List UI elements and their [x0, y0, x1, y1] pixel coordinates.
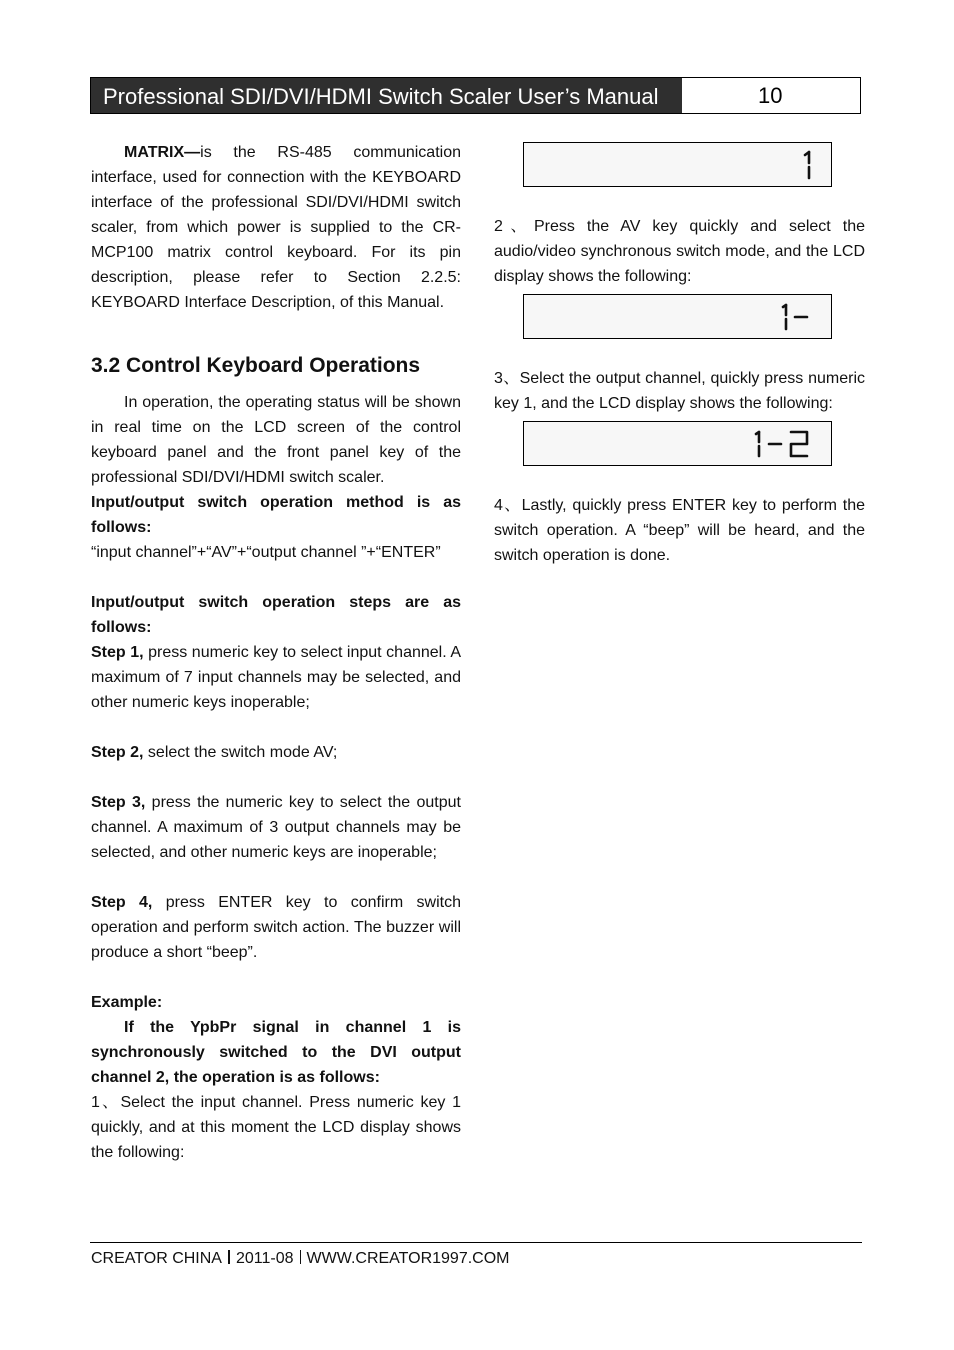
- lcd-display-2: [523, 294, 832, 339]
- right-step-2: 2、Press the AV key quickly and select the audio/video synchronous switch mode, and the LCD display shows the following:: [494, 218, 865, 285]
- footer-separator: [228, 1250, 230, 1264]
- page-footer: [91, 1249, 510, 1269]
- lcd-display-1: [523, 142, 832, 187]
- page-number: 10: [758, 83, 783, 108]
- example-heading: If the YpbPr signal in channel 1 is synchronously switched to the DVI output channel 2, the operation is as follows:: [91, 1019, 461, 1086]
- footer-rule: [90, 1242, 862, 1243]
- method-formula: “input channel”+“AV”+“output channel ”+“ENTER”: [91, 544, 441, 561]
- step-3: [91, 790, 461, 865]
- right-column: [494, 142, 865, 568]
- example-step-1: 1、Select the input channel. Press numeric key 1 quickly, and at this moment the LCD display shows the following:: [91, 1094, 461, 1161]
- lcd-readout-2: [761, 301, 821, 333]
- step-1-label: Step 1,: [91, 644, 144, 661]
- matrix-text: is the RS-485 communication interface, used for connection with the KEYBOARD interface of the professional SDI/DVI/HDMI switch scaler, from which power is supplied to the CR-MCP100 matrix control keyboard. For its pin description, please refer to Section 2.2.5: KEYBOARD Interface Description, of this Manual.: [91, 144, 461, 311]
- step-2-text: select the switch mode AV;: [143, 744, 338, 761]
- step-3-label: Step 3,: [91, 794, 146, 811]
- steps-heading: Input/output switch operation steps are as follows:: [91, 594, 461, 636]
- footer-date: 2011-08: [235, 1250, 294, 1267]
- manual-title: Professional SDI/DVI/HDMI Switch Scaler User’s Manual: [91, 78, 682, 113]
- matrix-term: MATRIX—: [124, 144, 201, 161]
- example-label: Example:: [91, 994, 163, 1011]
- step-2: [91, 740, 461, 765]
- step-4-label: Step 4,: [91, 894, 153, 911]
- lcd-display-3: [523, 421, 832, 466]
- matrix-paragraph: [91, 140, 461, 315]
- step-3-text: press the numeric key to select the output channel. A maximum of 3 output channels may be selected, and other numeric keys are inoperable;: [91, 794, 461, 861]
- step-4-text: press ENTER key to confirm switch operation and perform switch action. The buzzer will produce a short “beep”.: [91, 894, 461, 961]
- lcd-readout-3: [751, 428, 821, 460]
- section-heading: 3.2 Control Keyboard Operations: [91, 354, 421, 377]
- page-header: [90, 77, 861, 114]
- right-step-4: 4、Lastly, quickly press ENTER key to perform the switch operation. A “beep” will be heard, and the switch operation is done.: [494, 497, 865, 564]
- left-column: [91, 140, 461, 1165]
- lcd-readout-1: [761, 149, 821, 181]
- intro-paragraph: In operation, the operating status will be shown in real time on the LCD screen of the control keyboard panel and the front panel key of the professional SDI/DVI/HDMI switch scaler.: [91, 394, 461, 486]
- step-4: [91, 890, 461, 965]
- footer-separator: [300, 1250, 301, 1264]
- step-2-label: Step 2,: [91, 744, 144, 761]
- step-1-text: press numeric key to select input channel. A maximum of 7 input channels may be selected, and other numeric keys inoperable;: [91, 644, 462, 711]
- right-step-3: 3、Select the output channel, quickly press numeric key 1, and the LCD display shows the following:: [494, 370, 865, 412]
- method-heading: Input/output switch operation method is as follows:: [91, 494, 461, 536]
- step-1: [91, 640, 461, 715]
- footer-company: CREATOR CHINA: [91, 1250, 222, 1267]
- footer-website: WWW.CREATOR1997.COM: [306, 1250, 510, 1267]
